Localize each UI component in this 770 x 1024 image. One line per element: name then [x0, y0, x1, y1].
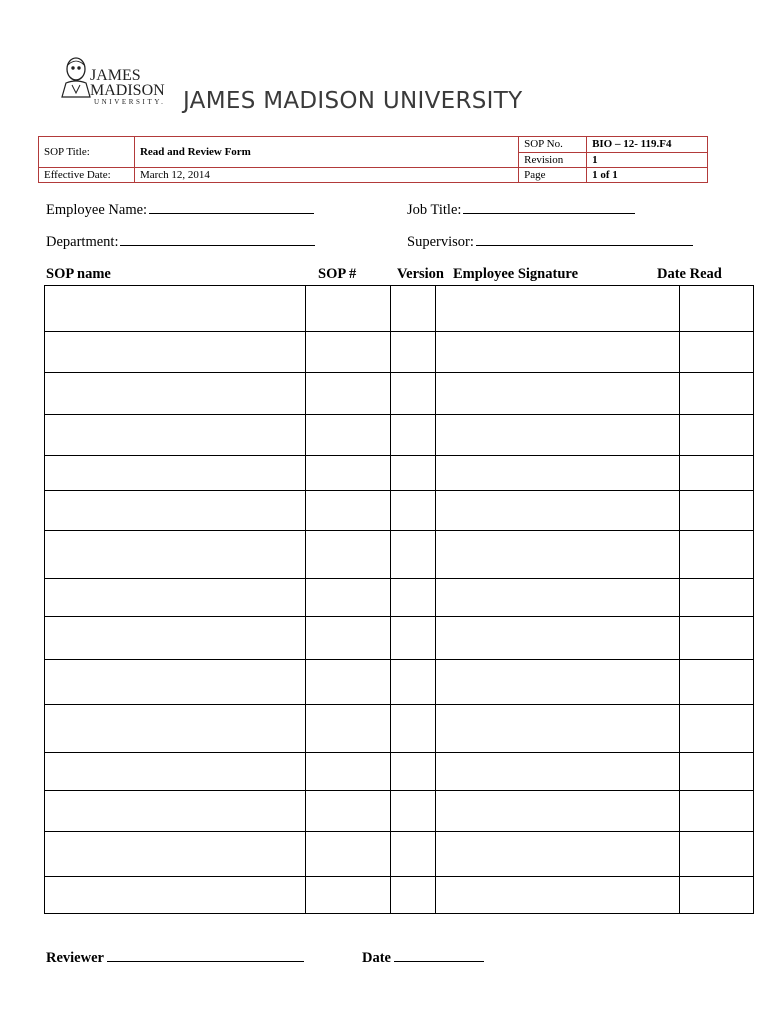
sop-name-cell[interactable]	[45, 332, 306, 373]
employee-name-field[interactable]	[46, 201, 314, 219]
sop-name-cell[interactable]	[45, 617, 306, 660]
sop-number-cell[interactable]	[306, 456, 391, 491]
sop-number-cell[interactable]	[306, 531, 391, 579]
sop-name-cell[interactable]	[45, 286, 306, 332]
date-read-cell[interactable]	[680, 832, 754, 877]
signature-cell[interactable]	[436, 531, 680, 579]
date-read-cell[interactable]	[680, 877, 754, 914]
table-row	[45, 531, 754, 579]
sop-number-cell[interactable]	[306, 705, 391, 753]
table-row	[45, 373, 754, 415]
sop-number-cell[interactable]	[306, 791, 391, 832]
table-row	[45, 617, 754, 660]
reviewer-field[interactable]	[46, 949, 304, 967]
sop-name-cell[interactable]	[45, 415, 306, 456]
sop-number-cell[interactable]	[306, 332, 391, 373]
sop-name-cell[interactable]	[45, 531, 306, 579]
col-employee-signature: Employee Signature	[453, 266, 578, 282]
version-cell[interactable]	[391, 373, 436, 415]
sop-number-cell[interactable]	[306, 415, 391, 456]
sop-title-value: Read and Review Form	[134, 137, 518, 168]
table-row	[45, 286, 754, 332]
date-read-cell[interactable]	[680, 415, 754, 456]
table-row	[45, 579, 754, 617]
version-cell[interactable]	[391, 660, 436, 705]
col-date-read: Date Read	[657, 266, 722, 282]
sop-name-cell[interactable]	[45, 705, 306, 753]
job-title-field[interactable]	[407, 201, 635, 219]
date-read-cell[interactable]	[680, 705, 754, 753]
date-read-cell[interactable]	[680, 456, 754, 491]
revision-label: Revision	[519, 152, 587, 168]
sop-no-value: BIO – 12- 119.F4	[587, 137, 708, 153]
version-cell[interactable]	[391, 791, 436, 832]
sop-number-cell[interactable]	[306, 753, 391, 791]
sop-name-cell[interactable]	[45, 753, 306, 791]
sop-name-cell[interactable]	[45, 877, 306, 914]
date-read-cell[interactable]	[680, 332, 754, 373]
reviewer-label: Reviewer	[46, 950, 104, 966]
sop-name-cell[interactable]	[45, 579, 306, 617]
signature-cell[interactable]	[436, 286, 680, 332]
signature-cell[interactable]	[436, 753, 680, 791]
sop-number-cell[interactable]	[306, 373, 391, 415]
signature-cell[interactable]	[436, 705, 680, 753]
university-name: JAMES MADISON UNIVERSITY	[183, 88, 523, 114]
date-field[interactable]	[362, 949, 484, 967]
version-cell[interactable]	[391, 456, 436, 491]
date-line[interactable]	[394, 949, 484, 962]
sop-number-cell[interactable]	[306, 832, 391, 877]
department-field[interactable]	[46, 233, 315, 251]
col-sop-number: SOP #	[318, 266, 357, 282]
version-cell[interactable]	[391, 617, 436, 660]
signature-cell[interactable]	[436, 491, 680, 531]
sop-header-table	[38, 136, 708, 183]
signature-cell[interactable]	[436, 579, 680, 617]
date-read-cell[interactable]	[680, 579, 754, 617]
logo-line3: UNIVERSITY.	[94, 98, 166, 106]
version-cell[interactable]	[391, 531, 436, 579]
version-cell[interactable]	[391, 286, 436, 332]
signature-cell[interactable]	[436, 791, 680, 832]
col-sop-name: SOP name	[46, 266, 111, 282]
date-read-cell[interactable]	[680, 491, 754, 531]
signature-cell[interactable]	[436, 456, 680, 491]
version-cell[interactable]	[391, 753, 436, 791]
sop-name-cell[interactable]	[45, 832, 306, 877]
version-cell[interactable]	[391, 415, 436, 456]
date-read-cell[interactable]	[680, 286, 754, 332]
signature-cell[interactable]	[436, 332, 680, 373]
sop-read-table	[44, 285, 754, 914]
table-row	[45, 705, 754, 753]
date-read-cell[interactable]	[680, 617, 754, 660]
date-read-cell[interactable]	[680, 373, 754, 415]
version-cell[interactable]	[391, 705, 436, 753]
date-read-cell[interactable]	[680, 660, 754, 705]
effective-date-value: March 12, 2014	[134, 168, 518, 183]
col-version: Version	[397, 266, 444, 282]
employee-name-line[interactable]	[149, 201, 314, 214]
version-cell[interactable]	[391, 491, 436, 531]
page-label: Page	[519, 168, 587, 183]
table-row	[45, 415, 754, 456]
sop-number-cell[interactable]	[306, 286, 391, 332]
sop-name-cell[interactable]	[45, 491, 306, 531]
logo-line2: MADISON	[90, 82, 165, 99]
supervisor-label: Supervisor:	[407, 234, 474, 250]
revision-value: 1	[587, 152, 708, 168]
table-row	[45, 491, 754, 531]
sop-name-cell[interactable]	[45, 456, 306, 491]
signature-cell[interactable]	[436, 617, 680, 660]
jmu-logo	[60, 55, 180, 107]
job-title-label: Job Title:	[407, 202, 462, 218]
sop-name-cell[interactable]	[45, 660, 306, 705]
date-read-cell[interactable]	[680, 791, 754, 832]
sop-number-cell[interactable]	[306, 877, 391, 914]
page-value: 1 of 1	[587, 168, 708, 183]
version-cell[interactable]	[391, 832, 436, 877]
signature-cell[interactable]	[436, 877, 680, 914]
version-cell[interactable]	[391, 579, 436, 617]
logo-line1: JAMES	[90, 67, 141, 84]
sop-no-label: SOP No.	[519, 137, 587, 153]
signature-cell[interactable]	[436, 832, 680, 877]
reviewer-line[interactable]	[107, 949, 304, 962]
sop-number-cell[interactable]	[306, 491, 391, 531]
sop-number-cell[interactable]	[306, 617, 391, 660]
supervisor-line[interactable]	[476, 233, 693, 246]
table-row	[45, 791, 754, 832]
sop-number-cell[interactable]	[306, 579, 391, 617]
department-label: Department:	[46, 234, 119, 250]
version-cell[interactable]	[391, 332, 436, 373]
sop-title-label: SOP Title:	[39, 137, 135, 168]
table-row	[45, 753, 754, 791]
department-line[interactable]	[120, 233, 315, 246]
effective-date-label: Effective Date:	[39, 168, 135, 183]
table-row	[45, 832, 754, 877]
supervisor-field[interactable]	[407, 233, 693, 251]
employee-name-label: Employee Name:	[46, 202, 148, 218]
table-row	[45, 332, 754, 373]
sop-name-cell[interactable]	[45, 373, 306, 415]
signature-cell[interactable]	[436, 373, 680, 415]
signature-cell[interactable]	[436, 660, 680, 705]
version-cell[interactable]	[391, 877, 436, 914]
date-read-cell[interactable]	[680, 531, 754, 579]
date-read-cell[interactable]	[680, 753, 754, 791]
signature-cell[interactable]	[436, 415, 680, 456]
sop-number-cell[interactable]	[306, 660, 391, 705]
table-row	[45, 660, 754, 705]
sop-name-cell[interactable]	[45, 791, 306, 832]
date-label: Date	[362, 950, 391, 966]
table-row	[45, 456, 754, 491]
table-row	[45, 877, 754, 914]
job-title-line[interactable]	[463, 201, 635, 214]
